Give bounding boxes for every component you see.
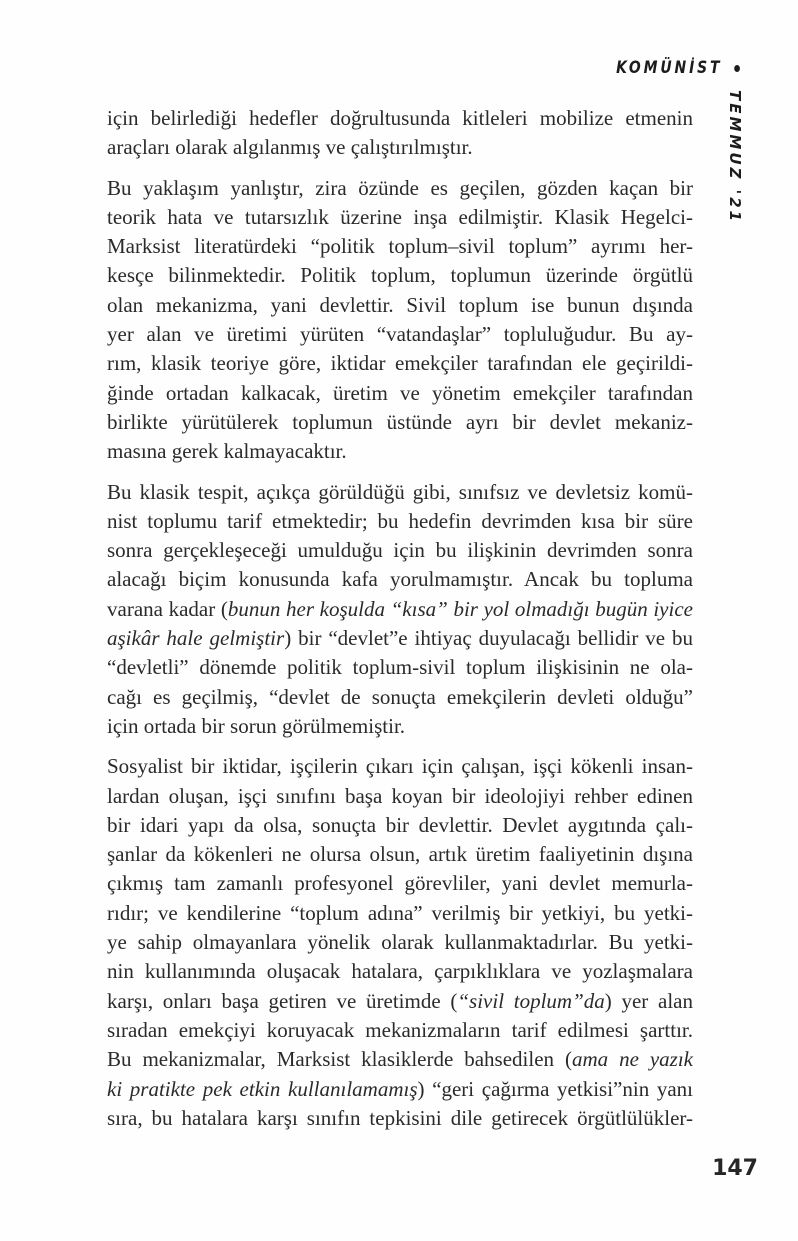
- page-number: 147: [712, 1156, 758, 1181]
- text-line: cağı es geçilmiş, “devlet de sonuçta emekçilerin devleti olduğu”: [107, 684, 693, 709]
- italic-aside: ki pratikte pek etkin kullanılamamış: [107, 1076, 418, 1101]
- text-line: ğinde ortadan kalkacak, üretim ve yönetim emekçiler tarafından: [107, 380, 693, 405]
- text-line: ye sahip olmayanlara yönelik olarak kullanmaktadırlar. Bu yetki-: [107, 930, 693, 955]
- text-line: sıradan emekçiyi koruyacak mekanizmaların tarif edilmesi şarttır.: [107, 1017, 693, 1042]
- text-line: araçları olarak algılanmış ve çalıştırılmıştır.: [107, 135, 473, 160]
- text-line: [107, 987, 693, 1016]
- text-line: Bu yaklaşım yanlıştır, zira özünde es geçilen, gözden kaçan bir: [107, 175, 693, 200]
- italic-aside: aşikâr hale gelmiştir: [107, 626, 285, 651]
- text-line: bir idari yapı da olsa, sonuçta bir devlettir. Devlet aygıtında çalı-: [107, 812, 693, 837]
- text-line: lardan oluşan, işçi sınıfını başa koyan bir ideolojiyi rehber edinen: [107, 783, 693, 808]
- text-line: alacağı biçim konusunda kafa yorulmamıştır. Ancak bu topluma: [107, 567, 693, 592]
- bullet-separator-icon: [734, 65, 740, 72]
- running-header: [616, 58, 740, 78]
- italic-aside: ama ne yazık: [571, 1047, 693, 1072]
- text-line: Bu klasik tespit, açıkça görüldüğü gibi, sınıfsız ve devletsiz komü-: [107, 479, 693, 504]
- text-run: varana kadar (: [107, 596, 228, 621]
- text-line: rıdır; ve kendilerine “toplum adına” verilmiş bir yetkiyi, bu yetki-: [107, 900, 693, 925]
- text-line: “devletli” dönemde politik toplum-sivil toplum ilişkisinin ne ola-: [107, 655, 693, 680]
- text-run: ) “geri çağırma yetkisi”nin yanı: [417, 1076, 693, 1101]
- text-line: şanlar da kökenleri ne olursa olsun, artık üretim faaliyetinin dışına: [107, 842, 693, 867]
- paragraph-1: [107, 104, 693, 163]
- text-run: Bu mekanizmalar, Marksist klasiklerde bahsedilen (: [107, 1047, 572, 1072]
- body-text: [107, 104, 693, 1144]
- text-line: için belirlediği hedefler doğrultusunda kitleleri mobilize etmenin: [107, 106, 693, 130]
- text-line: olan mekanizma, yani devlettir. Sivil toplum ise bunun dışında: [107, 292, 693, 317]
- text-line: teorik hata ve tutarsızlık üzerine inşa edilmiştir. Klasik Hegelci-: [107, 204, 693, 229]
- italic-aside: “sivil toplum”da: [457, 988, 605, 1013]
- text-line: rım, klasik teoriye göre, iktidar emekçiler tarafından ele geçirildi-: [107, 351, 693, 376]
- text-line: [107, 1045, 693, 1074]
- text-line: nin kullanımında oluşacak hatalara, çarpıklıklara ve yozlaşmalara: [107, 959, 693, 984]
- text-line: [107, 1075, 693, 1104]
- text-line: kesçe bilinmektedir. Politik toplum, toplumun üzerinde örgütlü: [107, 263, 693, 288]
- text-line: nist toplumu tarif etmektedir; bu hedefin devrimden kısa bir süre: [107, 508, 693, 533]
- issue-date-vertical: TEMMUZ '21: [726, 90, 744, 225]
- text-line: [107, 624, 693, 653]
- text-run: ) bir “devlet”e ihtiyaç duyulacağı bellidir ve bu: [284, 626, 694, 651]
- text-line: için ortada bir sorun görülmemiştir.: [107, 713, 406, 738]
- text-line: Marksist literatürdeki “politik toplum–sivil toplum” ayrımı her-: [107, 234, 693, 259]
- publication-title: KOMÜNİST: [616, 58, 723, 78]
- text-run: ) yer alan: [604, 988, 693, 1013]
- text-line: çıkmış tam zamanlı profesyonel görevliler, yani devlet memurla-: [107, 871, 693, 896]
- text-line: sıra, bu hatalara karşı sınıfın tepkisini dile getirecek örgütlülükler-: [107, 1105, 693, 1130]
- text-line: yer alan ve üretimi yürüten “vatandaşlar” topluluğudur. Bu ay-: [107, 322, 693, 347]
- text-run: karşı, onları başa getiren ve üretimde (: [107, 988, 458, 1013]
- text-line: sonra gerçekleşeceği umulduğu için bu ilişkinin devrimden sonra: [107, 538, 693, 563]
- paragraph-4: [107, 752, 693, 1133]
- paragraph-3: [107, 478, 693, 742]
- text-line: [107, 595, 693, 624]
- text-line: birlikte yürütülerek toplumun üstünde ayrı bir devlet mekaniz-: [107, 409, 693, 434]
- italic-aside: bunun her koşulda “kısa” bir yol olmadığı bugün iyice: [227, 596, 693, 621]
- text-line: masına gerek kalmayacaktır.: [107, 439, 347, 464]
- text-line: Sosyalist bir iktidar, işçilerin çıkarı için çalışan, işçi kökenli insan-: [107, 754, 693, 779]
- paragraph-2: [107, 174, 693, 467]
